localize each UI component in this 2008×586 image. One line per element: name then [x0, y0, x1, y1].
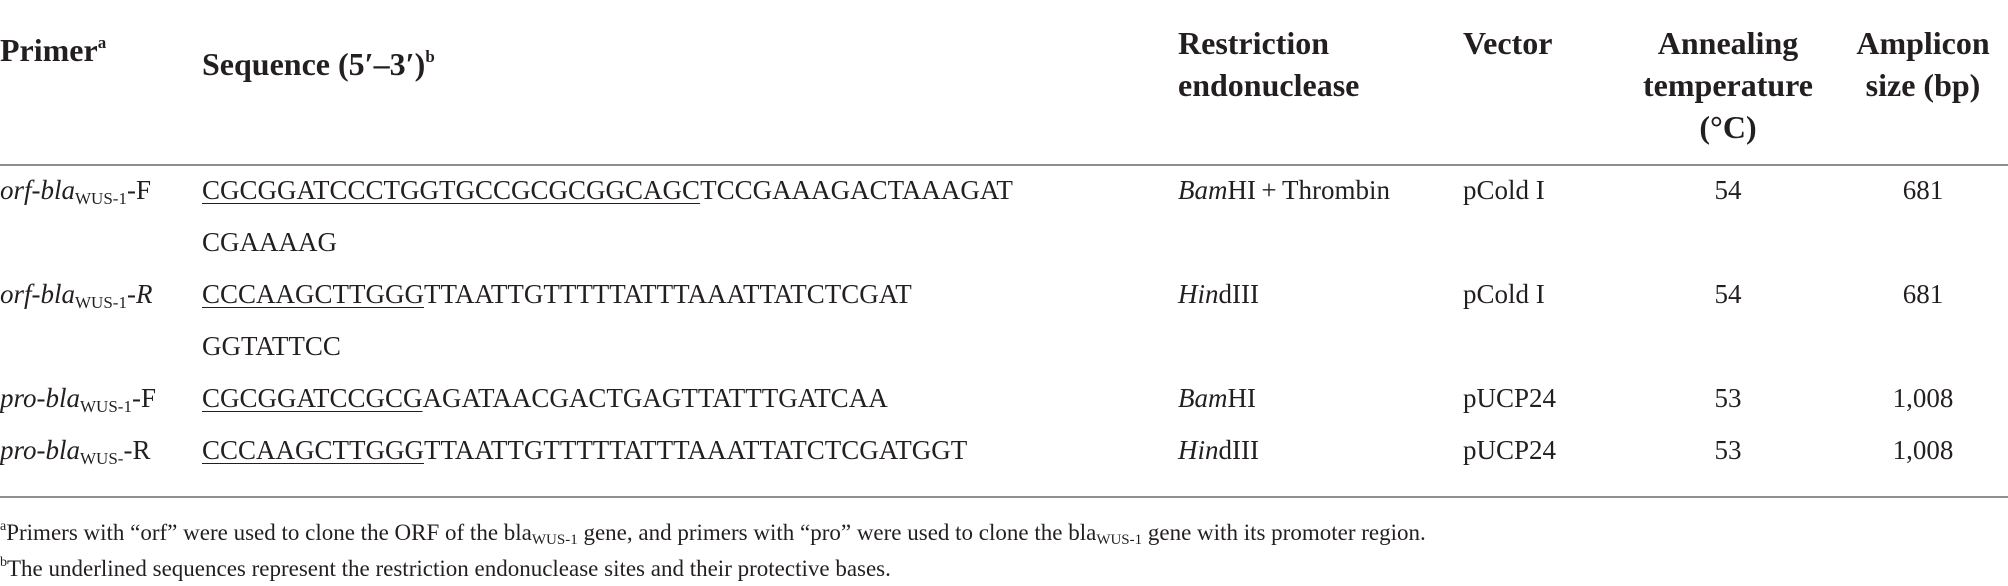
table-row-3-sequence: CGCGGATCCGCGAGATAACGACTGAGTTATTTGATCAA [202, 383, 888, 413]
table-row-2-primer: orf-bla$_{WUS-1}$-R [0, 279, 153, 312]
header-annealing: Annealing temperature (°C) [1643, 25, 1813, 145]
restriction-site-underline: CGCGGATCCGCG [202, 383, 423, 413]
table-row-2-sequence: CCCAAGCTTGGGTTAATTGTTTTTATTTAAATTATCTCGAT GGTATTCC [202, 279, 912, 361]
restriction-site-underline: CCCAAGCTTGGG [202, 435, 425, 465]
table-row-1-annealing: 54 [1714, 175, 1742, 205]
table-row-3-vector: pUCP24 [1463, 383, 1557, 413]
table-row-2-vector: pCold I [1463, 279, 1545, 309]
table-row-1-amplicon: 681 [1902, 175, 1944, 205]
table-bottom-rule [0, 496, 2008, 498]
header-sequence-label: Sequence (5′–3′) [202, 46, 426, 82]
table-row-1-sequence: CGCGGATCCCTGGTGCCGCGCGGCAGCTCCGAAAGACTAAAGAT CGAAAAG [202, 175, 1013, 257]
header-primer [0, 22, 106, 71]
table-row-2-amplicon: 681 [1902, 279, 1944, 309]
header-rule [0, 164, 2008, 166]
header-amplicon: Amplicon size (bp) [1856, 25, 1990, 103]
table-row-4-primer: pro-bla$_{WUS-}$-R [0, 435, 151, 468]
header-sequence-note: b [425, 47, 435, 66]
table-row-2-enzyme: HindIII [1178, 279, 1259, 309]
table-row-4-amplicon: 1,008 [1892, 435, 1954, 465]
table-row-4-enzyme: HindIII [1178, 435, 1259, 465]
restriction-site-underline: CGCGGATCCCTGGTGCCGCGCGGCAGC [202, 175, 701, 205]
header-primer-note: a [97, 33, 107, 52]
restriction-site-underline: CCCAAGCTTGGG [202, 279, 425, 309]
table-row-3-primer: pro-bla$_{WUS-1}$-F [0, 383, 156, 416]
table-row-1-enzyme: BamHI + Thrombin [1178, 175, 1391, 205]
header-primer-label: Primer [0, 32, 98, 68]
table-row-1-primer: orf-bla$_{WUS-1}$-F [0, 175, 151, 208]
table-row-4-vector: pUCP24 [1463, 435, 1557, 465]
table-row-3-enzyme: BamHI [1178, 383, 1256, 413]
table-row-4-annealing: 53 [1714, 435, 1742, 465]
table-row-1-vector: pCold I [1463, 175, 1545, 205]
table-row-3-amplicon: 1,008 [1892, 383, 1954, 413]
header-sequence [202, 36, 435, 85]
table-row-3-annealing: 53 [1714, 383, 1742, 413]
header-restriction: Restriction endonuclease [1178, 25, 1360, 103]
footnote-a: $^a$Primers with “orf” were used to clone the ORF of the blaWUS-1 gene, and primers with “pro” were used to clone the blaWUS-1 gene with its promoter region. [0, 519, 1426, 548]
footnote-b: $^b$The underlined sequences represent the restriction endonuclease sites and their protective bases. [0, 555, 891, 581]
header-vector: Vector [1463, 25, 1553, 61]
table-row-2-annealing: 54 [1714, 279, 1742, 309]
table-row-4-sequence: CCCAAGCTTGGGTTAATTGTTTTTATTTAAATTATCTCGATGGT [202, 435, 968, 465]
